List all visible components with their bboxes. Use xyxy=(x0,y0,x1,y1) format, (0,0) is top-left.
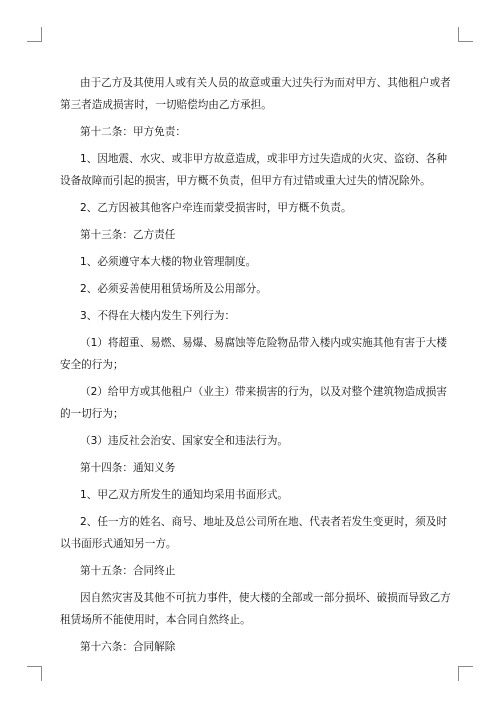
text-line: 第十六条：合同解除 xyxy=(80,641,176,653)
paragraph xyxy=(80,251,440,273)
text-line: 1、甲乙双方所发生的通知均采用书面形式。 xyxy=(80,489,289,501)
text-line: 由于乙方及其使用人或有关人员的故意或重大过失行为而对甲方、其他租户或者 xyxy=(80,77,451,89)
text-line: 1、必须遵守本大楼的物业管理制度。 xyxy=(80,256,257,268)
section-heading xyxy=(80,457,440,479)
text-line: 2、任一方的姓名、商号、地址及总公司所在地、代表者若发生变更时，须及时 xyxy=(80,516,447,528)
paragraph xyxy=(80,484,440,506)
text-line: 租赁场所不能使用时，本合同自然终止。 xyxy=(60,614,251,626)
text-line: 第十五条：合同终止 xyxy=(80,565,176,577)
text-line: 设备故障而引起的损害，甲方概不负责，但甲方有过错或重大过失的情况除外。 xyxy=(60,175,431,187)
crop-mark-top-left xyxy=(27,27,42,42)
paragraph xyxy=(60,148,447,192)
text-line: 第三者造成损害时，一切赔偿均由乙方承担。 xyxy=(60,99,272,111)
document-body xyxy=(60,72,451,663)
text-line: （3）违反社会治安、国家安全和违法行为。 xyxy=(80,435,289,447)
text-line: 第十四条：通知义务 xyxy=(80,462,176,474)
crop-mark-top-right xyxy=(458,27,473,42)
paragraph xyxy=(60,511,447,555)
paragraph xyxy=(80,278,440,300)
paragraph xyxy=(80,305,440,327)
text-line: （1）将超重、易燃、易爆、易腐蚀等危险物品带入楼内或实施其他有害于大楼 xyxy=(80,337,447,349)
crop-mark-bottom-left xyxy=(27,666,42,681)
text-line: 2、必须妥善使用租赁场所及公用部分。 xyxy=(80,283,267,295)
section-heading xyxy=(80,636,440,658)
section-heading xyxy=(80,121,440,143)
section-heading xyxy=(80,560,440,582)
text-line: 3、不得在大楼内发生下列行为： xyxy=(80,310,236,322)
paragraph xyxy=(60,332,447,376)
paragraph xyxy=(80,430,440,452)
paragraph xyxy=(80,197,440,219)
text-line: 安全的行为； xyxy=(60,359,124,371)
paragraph xyxy=(60,72,451,116)
text-line: 第十三条：乙方责任 xyxy=(80,229,176,241)
paragraph xyxy=(60,587,451,631)
text-line: 以书面形式通知另一方。 xyxy=(60,538,177,550)
text-line: 因自然灾害及其他不可抗力事件，使大楼的全部或一部分损坏、破损而导致乙方 xyxy=(80,592,451,604)
text-line: 2、乙方因被其他客户牵连而蒙受损害时，甲方概不负责。 xyxy=(80,202,352,214)
text-line: 1、因地震、水灾、或非甲方故意造成，或非甲方过失造成的火灾、盗窃、各种 xyxy=(80,153,447,165)
paragraph xyxy=(60,381,447,425)
section-heading xyxy=(80,224,440,246)
crop-mark-bottom-right xyxy=(458,666,473,681)
text-line: 第十二条：甲方免责： xyxy=(80,126,186,138)
text-line: （2）给甲方或其他租户（业主）带来损害的行为，以及对整个建筑物造成损害 xyxy=(80,386,447,398)
text-line: 的一切行为； xyxy=(60,408,124,420)
